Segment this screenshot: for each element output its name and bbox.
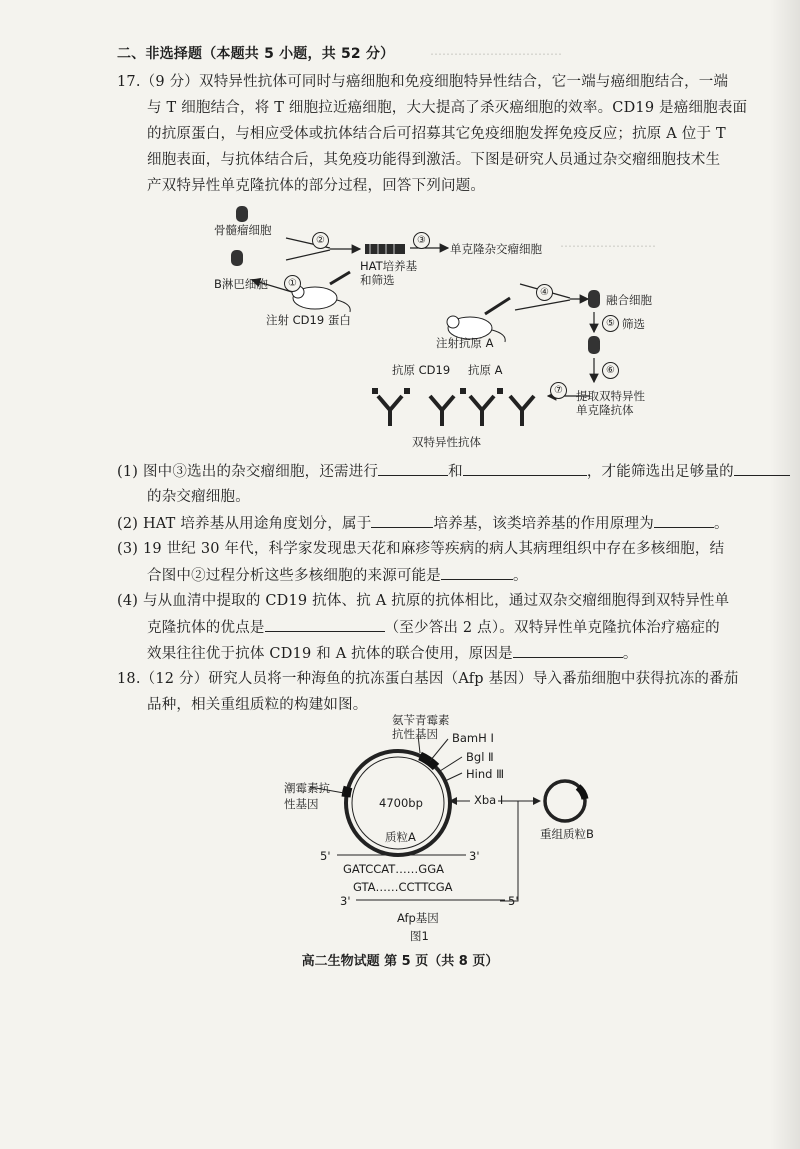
label-screen: 筛选 [622, 317, 645, 331]
answer-blank-3[interactable] [441, 561, 513, 580]
q17-4-b: 克隆抗体的优点是 [147, 620, 265, 636]
q17-1-a: (1) 图中③选出的杂交瘤细胞，还需进行 [117, 464, 379, 480]
label-5-left: 5' [320, 849, 331, 863]
q17-2 [117, 509, 729, 538]
bracket [498, 801, 518, 901]
answer-blank-1a[interactable] [378, 457, 448, 476]
label-hat-1: HAT培养基 [360, 259, 418, 273]
q17-4-d: 效果往往优于抗体 CD19 和 A 抗体的联合使用，原因是 [147, 646, 513, 662]
q17-4-e: 。 [622, 646, 638, 662]
label-mono-hybrid: 单克隆杂交瘤细胞 [450, 242, 542, 256]
fused-cell-icon [588, 290, 600, 308]
label-extract-2: 单克隆抗体 [576, 403, 634, 417]
label-afp-gene: Afp基因 [397, 911, 439, 925]
amp-gene-marker [420, 756, 436, 767]
scan-edge-shadow [770, 0, 800, 1149]
label-3-right: 3' [469, 849, 480, 863]
b-cell-icon [231, 250, 243, 266]
q17-2-b: 培养基，该类培养基的作用原理为 [433, 516, 654, 532]
q17-2-c: 。 [713, 516, 729, 532]
step-5: ⑤ [602, 315, 619, 332]
q17-1-c: ，才能筛选出足够量的 [586, 464, 734, 480]
page-footer: 高二生物试题 第 5 页（共 8 页） [301, 954, 499, 969]
q17-4-line3 [147, 639, 638, 668]
q17-line-3: 的抗原蛋白，与相应受体或抗体结合后可招募其它免疫细胞发挥免疫反应；抗原 A 位于 T [147, 126, 726, 142]
q17-line-5: 产双特异性单克隆抗体的部分过程，回答下列问题。 [147, 178, 486, 194]
label-plasmid-size: 4700bp [379, 796, 423, 810]
label-amp-2: 抗性基因 [392, 727, 438, 741]
q18-line-2: 品种，相关重组质粒的构建如图。 [147, 697, 368, 713]
q17-1-b: 和 [448, 464, 463, 480]
q17-3-line2 [147, 561, 528, 590]
label-seq-bottom: GTA……CCTTCGA [353, 880, 453, 894]
label-xba: Xba Ⅰ [474, 793, 504, 807]
answer-blank-4b[interactable] [513, 639, 623, 658]
answer-blank-4a[interactable] [265, 613, 385, 632]
label-plasmid-a: 质粒A [385, 830, 416, 844]
step-6: ⑥ [602, 362, 619, 379]
q17-line-1: 17.（9 分）双特异性抗体可同时与癌细胞和免疫细胞特异性结合，它一端与癌细胞结合，一端 [117, 74, 729, 90]
label-extract-1: 提取双特异性 [576, 389, 645, 403]
label-inject-cd19: 注射 CD19 蛋白 [266, 313, 351, 327]
label-inject-a: 注射抗原 A [436, 336, 494, 350]
label-hyg-2: 性基因 [284, 797, 319, 811]
q17-4-c: （至少答出 2 点）。双特异性单克隆抗体治疗癌症的 [384, 620, 720, 636]
label-bamh: BamH Ⅰ [452, 731, 494, 745]
q17-4-line2 [147, 613, 720, 642]
label-hat-2: 和筛选 [360, 273, 395, 287]
hybridoma-diagram [0, 200, 800, 460]
label-antigen-a: 抗原 A [468, 363, 503, 377]
mouse-cd19-icon [292, 272, 350, 312]
label-recombinant: 重组质粒B [540, 827, 594, 841]
bispecific-antibodies-icon [378, 396, 534, 426]
label-hind: Hind Ⅲ [466, 767, 505, 781]
label-b-cell: B淋巴细胞 [214, 277, 268, 291]
section-header: 二、非选择题（本题共 5 小题，共 52 分） [117, 46, 395, 62]
step-3: ③ [413, 232, 430, 249]
q17-line-4: 细胞表面，与抗体结合后，其免疫功能得到激活。下图是研究人员通过杂交瘤细胞技术生 [147, 152, 721, 168]
label-hyg-1: 潮霉素抗 [284, 781, 330, 795]
label-myeloma: 骨髓瘤细胞 [214, 223, 272, 237]
arrow-mouse2-to-fused [515, 300, 570, 310]
q17-1-cont: 的杂交瘤细胞。 [147, 489, 250, 505]
answer-blank-2b[interactable] [654, 509, 714, 528]
antigen-dots-icon [372, 388, 503, 394]
myeloma-cell-icon [236, 206, 248, 222]
q17-2-a: (2) HAT 培养基从用途角度划分，属于 [117, 516, 372, 532]
label-5-right: 5' [508, 894, 519, 908]
step-2: ② [312, 232, 329, 249]
q17-3-b: 合图中②过程分析这些多核细胞的来源可能是 [147, 568, 441, 584]
label-seq-top: GATCCAT……GGA [343, 862, 444, 876]
hat-cells-icon [365, 244, 405, 254]
q17-1 [117, 457, 790, 486]
hyg-gene-marker [346, 787, 348, 797]
screened-cell-icon [588, 336, 600, 354]
q18-line-1: 18.（12 分）研究人员将一种海鱼的抗冻蛋白基因（Afp 基因）导入番茄细胞中获得抗冻的番茄 [117, 671, 739, 687]
q17-3-c: 。 [513, 568, 528, 584]
answer-blank-2a[interactable] [371, 509, 433, 528]
label-fused: 融合细胞 [606, 293, 652, 307]
bleed-through: …………………………… [430, 44, 562, 58]
step-1: ① [284, 275, 301, 292]
q17-3-line1: (3) 19 世纪 30 年代，科学家发现患天花和麻疹等疾病的病人其病理组织中存在多核细胞，结 [117, 541, 725, 557]
label-amp-1: 氨苄青霉素 [392, 713, 450, 727]
q17-line-2: 与 T 细胞结合，将 T 细胞拉近癌细胞，大大提高了杀灭癌细胞的效率。CD19 是癌细胞表面 [147, 100, 748, 116]
answer-blank-1b[interactable] [463, 457, 587, 476]
label-figure-1: 图1 [410, 929, 429, 943]
step-7: ⑦ [550, 382, 567, 399]
label-3-left: 3' [340, 894, 351, 908]
label-antigen-cd19: 抗原 CD19 [392, 363, 451, 377]
answer-blank-1c[interactable] [734, 457, 790, 476]
label-bispecific: 双特异性抗体 [412, 435, 481, 449]
label-bgl: Bgl Ⅱ [466, 750, 494, 764]
step-4: ④ [536, 284, 553, 301]
arrow-bcell [286, 250, 330, 260]
q17-4-line1: (4) 与从血清中提取的 CD19 抗体、抗 A 抗原的抗体相比，通过双杂交瘤细胞得到双特异性单 [117, 593, 730, 609]
bleed-through: …………………… [560, 236, 656, 250]
